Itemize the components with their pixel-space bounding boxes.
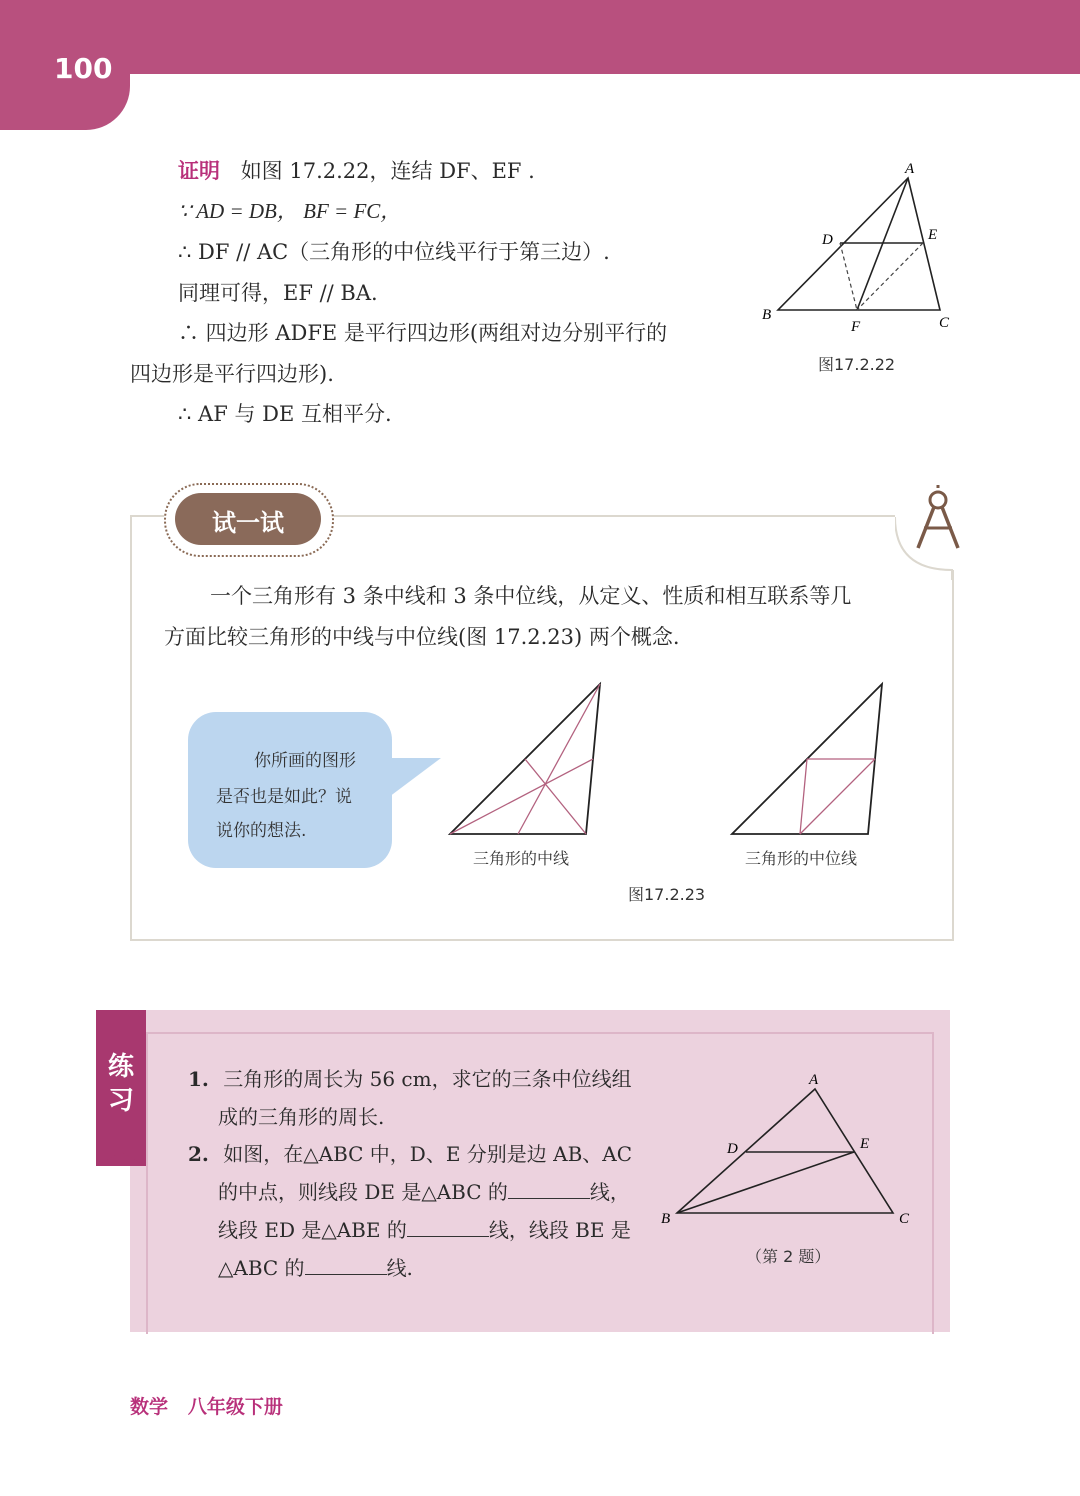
figure-medians (440, 678, 620, 848)
proof-line-6: 四边形是平行四边形). (130, 362, 334, 386)
try-box-top-border (330, 515, 895, 517)
label-f: F (851, 319, 861, 335)
segment-af (857, 178, 908, 310)
exercise-figure (655, 1065, 915, 1235)
figure-midlines (722, 678, 902, 848)
q2-text-4a: △ABC 的 (218, 1256, 305, 1280)
exercise-segment-be (677, 1152, 854, 1213)
median-2 (450, 759, 593, 834)
medians-caption: 三角形的中线 (473, 849, 570, 868)
figure-17-2-22-caption: 图17.2.22 (818, 355, 896, 374)
midlines-caption: 三角形的中位线 (745, 849, 858, 868)
answer-blank-1[interactable] (508, 1178, 590, 1199)
q2-text-3b: 线，线段 BE 是 (488, 1218, 631, 1242)
proof-line-5: ∴ 四边形 ADFE 是平行四边形(两组对边分别平行的 (178, 321, 668, 345)
proof-line-4: 同理可得，EF // BA. (178, 281, 378, 305)
label-b: B (762, 307, 772, 323)
header-band (0, 0, 1080, 74)
ex-label-e: E (860, 1136, 870, 1152)
q2-line-4 (218, 1249, 413, 1287)
q1-line-1 (188, 1060, 632, 1098)
q2-line-2 (218, 1173, 630, 1211)
bubble-line-1: 你所画的图形 (254, 751, 356, 771)
answer-blank-2[interactable] (407, 1216, 489, 1237)
q1-line-2: 成的三角形的周长. (218, 1105, 385, 1129)
proof-line-3: ∴ DF // AC（三角形的中位线平行于第三边）. (178, 240, 610, 264)
compass-icon (912, 484, 964, 554)
midline-2 (800, 759, 807, 834)
footer-subject: 数学 (130, 1396, 169, 1418)
try-text-line-2: 方面比较三角形的中线与中位线(图 17.2.23) 两个概念. (164, 625, 680, 649)
label-a: A (905, 161, 915, 177)
exercise-figure-caption: （第 2 题） (746, 1247, 831, 1266)
figure-17-2-22 (760, 155, 960, 345)
median-3 (525, 759, 586, 834)
proof-label: 证明 (178, 159, 220, 183)
bubble-line-2: 是否也是如此？说 (216, 787, 352, 807)
try-title: 试一试 (212, 509, 284, 537)
q2-text-4b: 线. (386, 1256, 413, 1280)
label-d: D (822, 232, 833, 248)
ex-label-c: C (899, 1211, 910, 1227)
page-number: 100 (54, 52, 113, 85)
q2-number: 2. (188, 1142, 209, 1166)
midline-3 (800, 759, 875, 834)
proof-line-2: ∵ AD = DB， BF = FC， (178, 199, 402, 223)
proof-text-1: 如图 17.2.22，连结 DF、EF . (240, 159, 535, 183)
footer-grade: 八年级下册 (187, 1396, 283, 1418)
speech-bubble-tail (385, 752, 445, 802)
triangle-abc (778, 178, 940, 310)
ribbon-tail (96, 1140, 146, 1168)
q2-text-1: 如图，在△ABC 中，D、E 分别是边 AB、AC (223, 1142, 633, 1166)
q2-text-3a: 线段 ED 是△ABE 的 (218, 1218, 407, 1242)
ex-label-b: B (661, 1211, 671, 1227)
answer-blank-3[interactable] (305, 1254, 387, 1275)
figure-17-2-23-caption: 图17.2.23 (628, 885, 706, 904)
segment-ef-dashed (857, 243, 923, 310)
q1-number: 1. (188, 1067, 209, 1091)
label-e: E (928, 227, 938, 243)
q1-text-1: 三角形的周长为 56 cm，求它的三条中位线组 (223, 1067, 632, 1091)
try-text-line-1: 一个三角形有 3 条中线和 3 条中位线，从定义、性质和相互联系等几 (210, 584, 852, 608)
ribbon-char-1: 练 (108, 1052, 135, 1082)
proof-line-1 (178, 156, 535, 186)
bubble-line-3: 说你的想法. (216, 821, 307, 841)
label-c: C (939, 315, 950, 331)
footer (130, 1392, 283, 1419)
ex-label-d: D (727, 1141, 738, 1157)
q2-text-2a: 的中点，则线段 DE 是△ABC 的 (218, 1180, 508, 1204)
proof-line-7: ∴ AF 与 DE 互相平分. (178, 402, 392, 426)
try-box-top-border-left (130, 515, 166, 517)
ex-label-a: A (809, 1072, 819, 1088)
q2-line-3 (218, 1211, 631, 1249)
ribbon-char-2: 习 (108, 1086, 135, 1116)
segment-df-dashed (840, 243, 857, 310)
q2-line-1 (188, 1135, 632, 1173)
q2-text-2b: 线， (589, 1180, 630, 1204)
